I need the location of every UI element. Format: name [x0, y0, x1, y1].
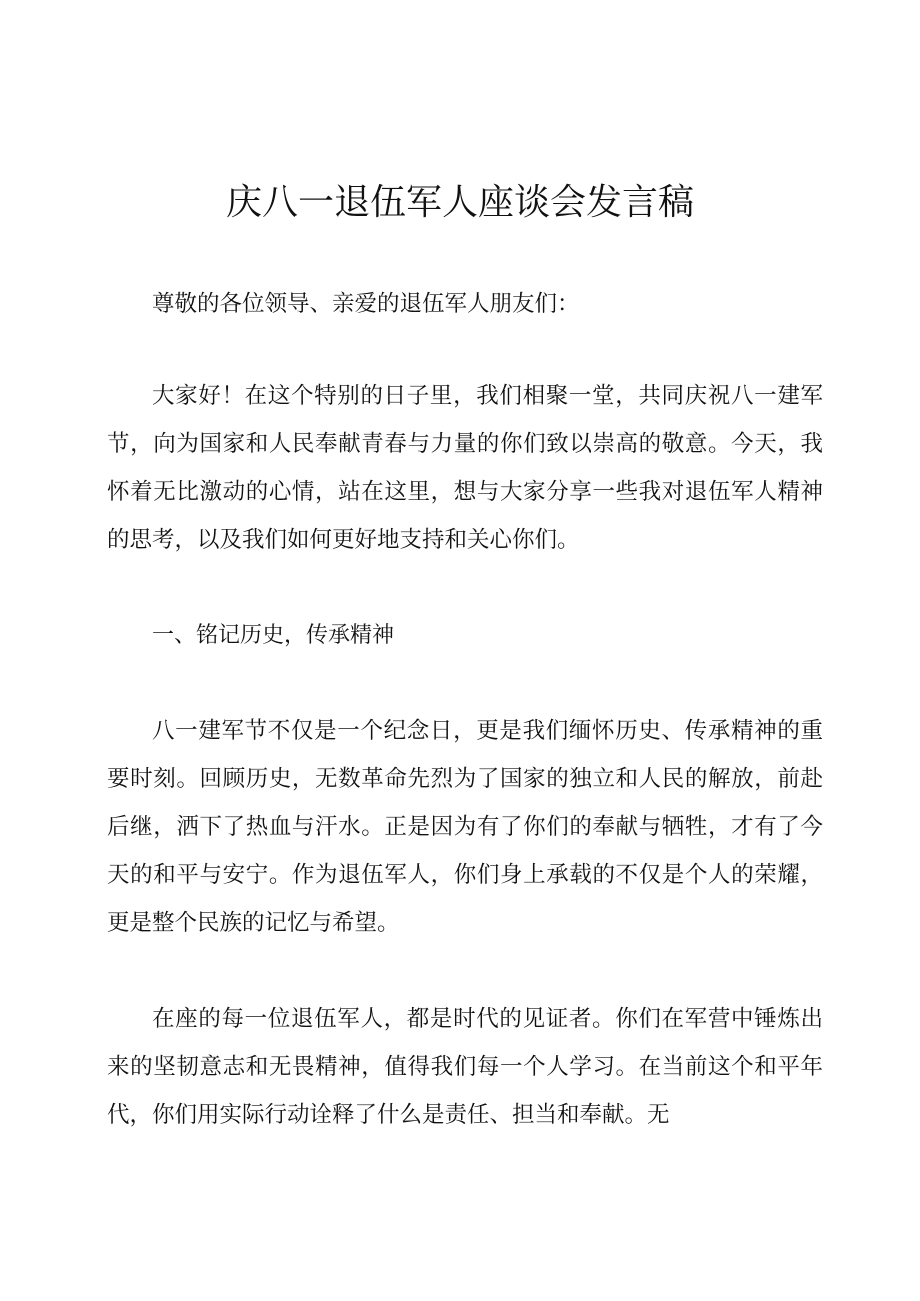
paragraph-witness: 在座的每一位退伍军人，都是时代的见证者。你们在军营中锤炼出来的坚韧意志和无畏精神，值得我们每一个人学习。在当前这个和平年代，你们用实际行动诠释了什么是责任、担当和奉献。无 — [107, 1006, 823, 1128]
greeting-paragraph: 尊敬的各位领导、亲爱的退伍军人朋友们： — [152, 291, 580, 317]
paragraph-history: 八一建军节不仅是一个纪念日，更是我们缅怀历史、传承精神的重要时刻。回顾历史，无数革命先烈为了国家的独立和人民的解放，前赴后继，洒下了热血与汗水。正是因为有了你们的奉献与牺牲，才有了今天的和平与安宁。作为退伍军人，你们身上承载的不仅是个人的荣耀，更是整个民族的记忆与希望。 — [107, 718, 823, 936]
document-title: 庆八一退伍军人座谈会发言稿 — [225, 182, 694, 223]
section-heading-1: 一、铭记历史，传承精神 — [152, 623, 395, 648]
paragraph-opening: 大家好！在这个特别的日子里，我们相聚一堂，共同庆祝八一建军节，向为国家和人民奉献青春与力量的你们致以崇高的敬意。今天，我怀着无比激动的心情，站在这里，想与大家分享一些我对退伍军人精神的思考，以及我们如何更好地支持和关心你们。 — [107, 383, 823, 553]
